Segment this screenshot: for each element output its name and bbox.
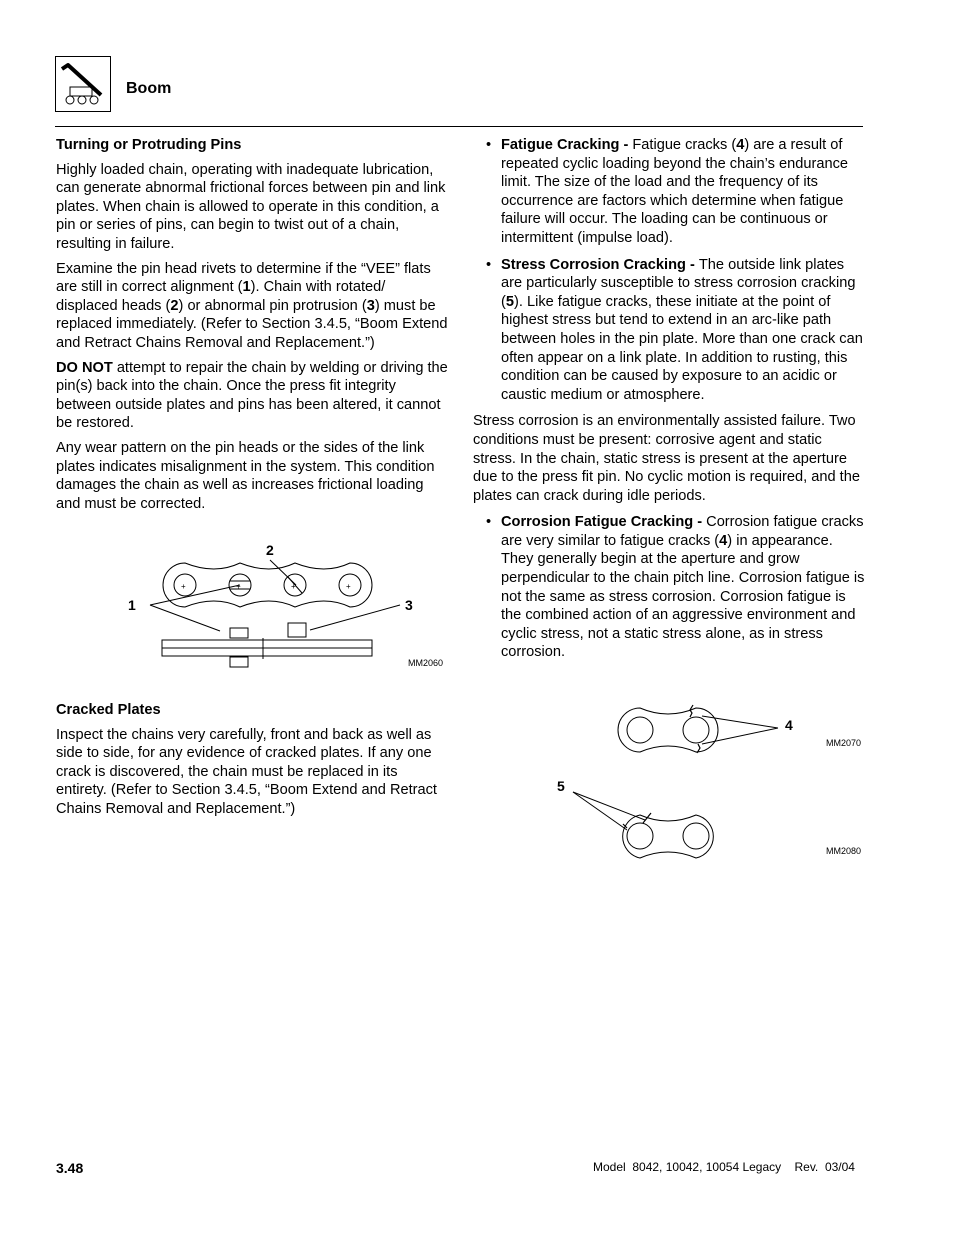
heading-cracked-plates: Cracked Plates: [56, 702, 161, 718]
pin-protrusion: [230, 628, 248, 638]
callout-2: 2: [266, 542, 274, 558]
callout-1: 1: [128, 597, 136, 613]
svg-text:+: +: [181, 582, 186, 591]
figure-code: MM2060: [408, 658, 444, 668]
ref-number: 3: [366, 297, 375, 314]
figure-code: MM2080: [826, 846, 862, 856]
paragraph-do-not-repair: [56, 359, 448, 433]
text-run: Fatigue cracks (: [632, 137, 737, 153]
text-run: Corrosion fatigue cracks are very similar to fatigue cracks (: [501, 514, 864, 549]
pin-chain-figure: [120, 535, 450, 675]
boom-logo-icon: [55, 56, 111, 112]
text-run: ) or abnormal pin protrusion (: [178, 297, 367, 314]
warning-text: DO NOT: [56, 359, 113, 376]
callout-3: 3: [405, 597, 413, 613]
left-column: [56, 136, 448, 513]
paragraph-stress-corrosion: Stress corrosion is an environmentally assisted failure. Two conditions must be present: corrosive agent and static stress. In the chain, static stress is present at the aperture due to the press fit pin. No cyclic motion is required, and the plates can crack during idle periods.: [473, 413, 860, 504]
text-run: attempt to repair the chain by welding or driving the pin(s) back into the chain. Once the press fit integrity between outside plates and pins has been altered, it cannot be restored.: [56, 359, 448, 432]
callout-5: 5: [557, 778, 565, 794]
ref-number: 5: [505, 293, 514, 310]
cracked-plates-section: [56, 701, 448, 819]
bullet-dot: •: [486, 514, 492, 531]
svg-text:+: +: [291, 582, 296, 591]
link-plate-outline: [163, 563, 372, 607]
heading-turning-pins: Turning or Protruding Pins: [56, 137, 242, 153]
text-run: ) are a result of repeated cyclic loading beyond the chain’s endurance limit. The size of the load and the frequency of its occurrence are factors which determine when fatigue failure will occur. The loading can be continuous or intermittent (impulse load).: [501, 137, 848, 246]
callout-4: 4: [785, 717, 793, 733]
fatigue-crack-figure: [610, 700, 810, 765]
text-run: ) must be replaced immediately. (Refer to Section 3.4.5, “Boom Extend and Retract Chains Removal and Replacement.”): [56, 297, 448, 351]
paragraph-inspect: Inspect the chains very carefully, front and back as well as side to side, for any evidence of cracked plates. If any one crack is discovered, the chain must be replaced in its entirety. (Refer to Section 3.4.5, “Boom Extend and Retract Chains Removal and Replacement.”): [56, 726, 437, 817]
bullet-stress-corrosion: [473, 256, 865, 405]
paragraph-wear-pattern: Any wear pattern on the pin heads or the sides of the link plates indicates misalignment in the system. This condition damages the chain as well as increases frictional loading and must be corrected.: [56, 439, 435, 512]
bullet-corrosion-fatigue: [473, 513, 865, 662]
ref-number: 4: [719, 532, 728, 549]
bullet-fatigue-cracking: [473, 136, 865, 248]
bullet-dot: •: [486, 137, 492, 153]
ref-number: 1: [242, 279, 251, 296]
bullet-dot: •: [486, 256, 492, 273]
svg-text:+: +: [236, 582, 241, 591]
text-run: ). Chain with rotated/ displaced heads (: [56, 279, 386, 314]
text-run: Examine the pin head rivets to determine if the “VEE” flats are still in correct alignment (: [56, 260, 431, 296]
model-info: Model 8042, 10042, 10054 Legacy Rev. 03/04: [593, 1160, 855, 1174]
paragraph-examine-pins: [56, 260, 448, 353]
text-run: The outside link plates are particularly susceptible to stress corrosion cracking (: [501, 256, 856, 310]
section-title: Boom: [126, 80, 172, 97]
text-run: ). Like fatigue cracks, these initiate at the point of highest stress but tend to extend in an arc-like path between holes in the pin plate. More than one crack can often appear on a link plate. In addition to rusting, this condition can be caused by exposure to an acidic or caustic medium or atmosphere.: [501, 293, 863, 403]
svg-text:+: +: [346, 582, 351, 591]
bullet-title: Fatigue Cracking -: [501, 137, 633, 153]
figure-code: MM2070: [826, 738, 862, 748]
ref-number: 4: [736, 137, 745, 153]
right-column: [473, 136, 865, 662]
page-number: 3.48: [56, 1160, 84, 1176]
pin-protrusion: [288, 623, 306, 637]
stress-corrosion-figure: [555, 780, 735, 865]
ref-number: 2: [170, 297, 179, 314]
header-divider: [55, 126, 863, 127]
text-run: ) in appearance. They generally begin at the aperture and grow perpendicular to the chain pitch line. Corrosion fatigue is not the same as stress corrosion. Corrosion fatigue is the combined action of an aggressive environment and cyclic stress, not a static stress alone, as in stress corrosion.: [501, 532, 865, 661]
bullet-title: Stress Corrosion Cracking -: [501, 256, 699, 273]
paragraph-lubrication: Highly loaded chain, operating with inadequate lubrication, can generate abnormal frictional forces between pin and link plates. When chain is allowed to operate in this condition, a pin or series of pins, can begin to twist out of a chain, resulting in failure.: [56, 161, 446, 252]
bullet-title: Corrosion Fatigue Cracking -: [501, 514, 707, 531]
